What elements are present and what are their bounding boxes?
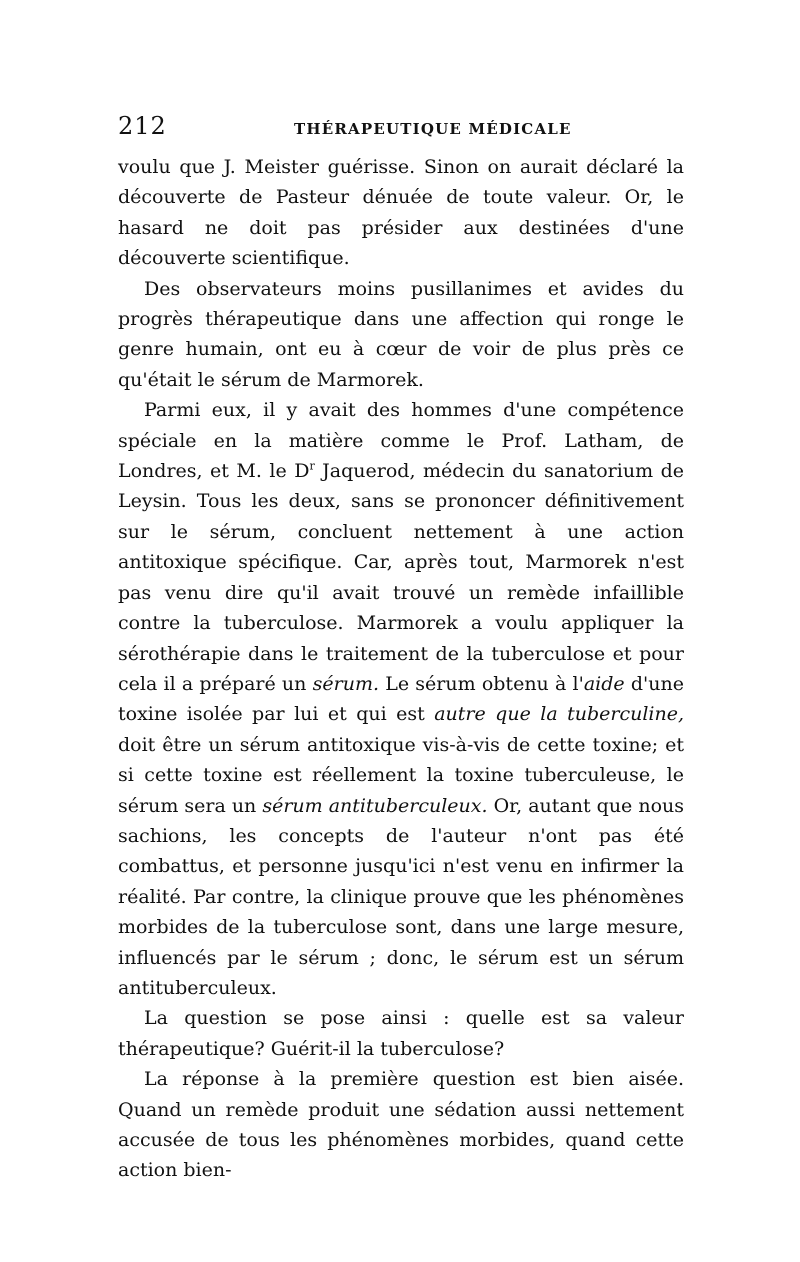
italic-text: sérum antituberculeux. [262,794,488,817]
italic-text: autre que la tuberculine, [434,703,685,726]
text-segment: La question se pose ainsi : quelle est sa valeur thérapeutique? Guérit-il la tuberculose? [118,1007,684,1060]
body-text [118,152,684,1186]
text-segment: Or, autant que nous sachions, les concepts de l'auteur n'ont pas été combattus, et personne jusqu'ici n'est venu en infirmer la réalité. Par contre, la clinique prouve que les phénomènes morbides de la tuberculose sont, dans une large mesure, influencés par le sérum ; donc, le sérum est un sérum antituberculeux. [118,794,685,999]
text-segment: Des observateurs moins pusillanimes et avides du progrès thérapeutique dans une affection qui ronge le genre humain, ont eu à cœur de voir de plus près ce qu'était le sérum de Marmorek. [118,277,684,391]
italic-text: sérum. [312,672,379,695]
text-segment: voulu que J. Meister guérisse. Sinon on aurait déclaré la découverte de Pasteur dénuée de toute valeur. Or, le hasard ne doit pas présider aux destinées d'une découverte scientifique. [118,156,684,270]
text-segment: Parmi eux, il y avait des hommes d'une compétence spéciale en la matière comme le Prof. Latham, de Londres, et M. le D [118,399,684,483]
superscript-text: r [309,459,315,473]
paragraph [118,395,684,1003]
text-segment: Le sérum obtenu à l' [379,672,584,695]
paragraph [118,152,684,274]
page-header [118,112,682,146]
paragraph [118,1064,684,1186]
paragraph [118,1003,684,1064]
running-title: THÉRAPEUTIQUE MÉDICALE [294,120,572,138]
page-number: 212 [118,112,167,140]
italic-text: aide [583,672,625,695]
text-segment: doit être un sérum antitoxique vis-à-vis de cette toxine; et si cette toxine est réellement la toxine tuberculeuse, le sérum sera un [118,733,684,817]
text-segment: La réponse à la première question est bien aisée. Quand un remède produit une sédation aussi nettement accusée de tous les phénomènes morbides, quand cette action bien- [118,1068,684,1182]
text-segment: Jaquerod, médecin du sanatorium de Leysin. Tous les deux, sans se prononcer définitivement sur le sérum, concluent nettement à une action antitoxique spécifique. Car, après tout, Marmorek n'est pas venu dire qu'il avait trouvé un remède infaillible contre la tuberculose. Marmorek a voulu appliquer la sérothérapie dans le traitement de la tuberculose et pour cela il a préparé un [118,460,684,695]
text-segment: d'une toxine isolée par lui et qui est [118,672,684,726]
paragraph [118,274,684,396]
